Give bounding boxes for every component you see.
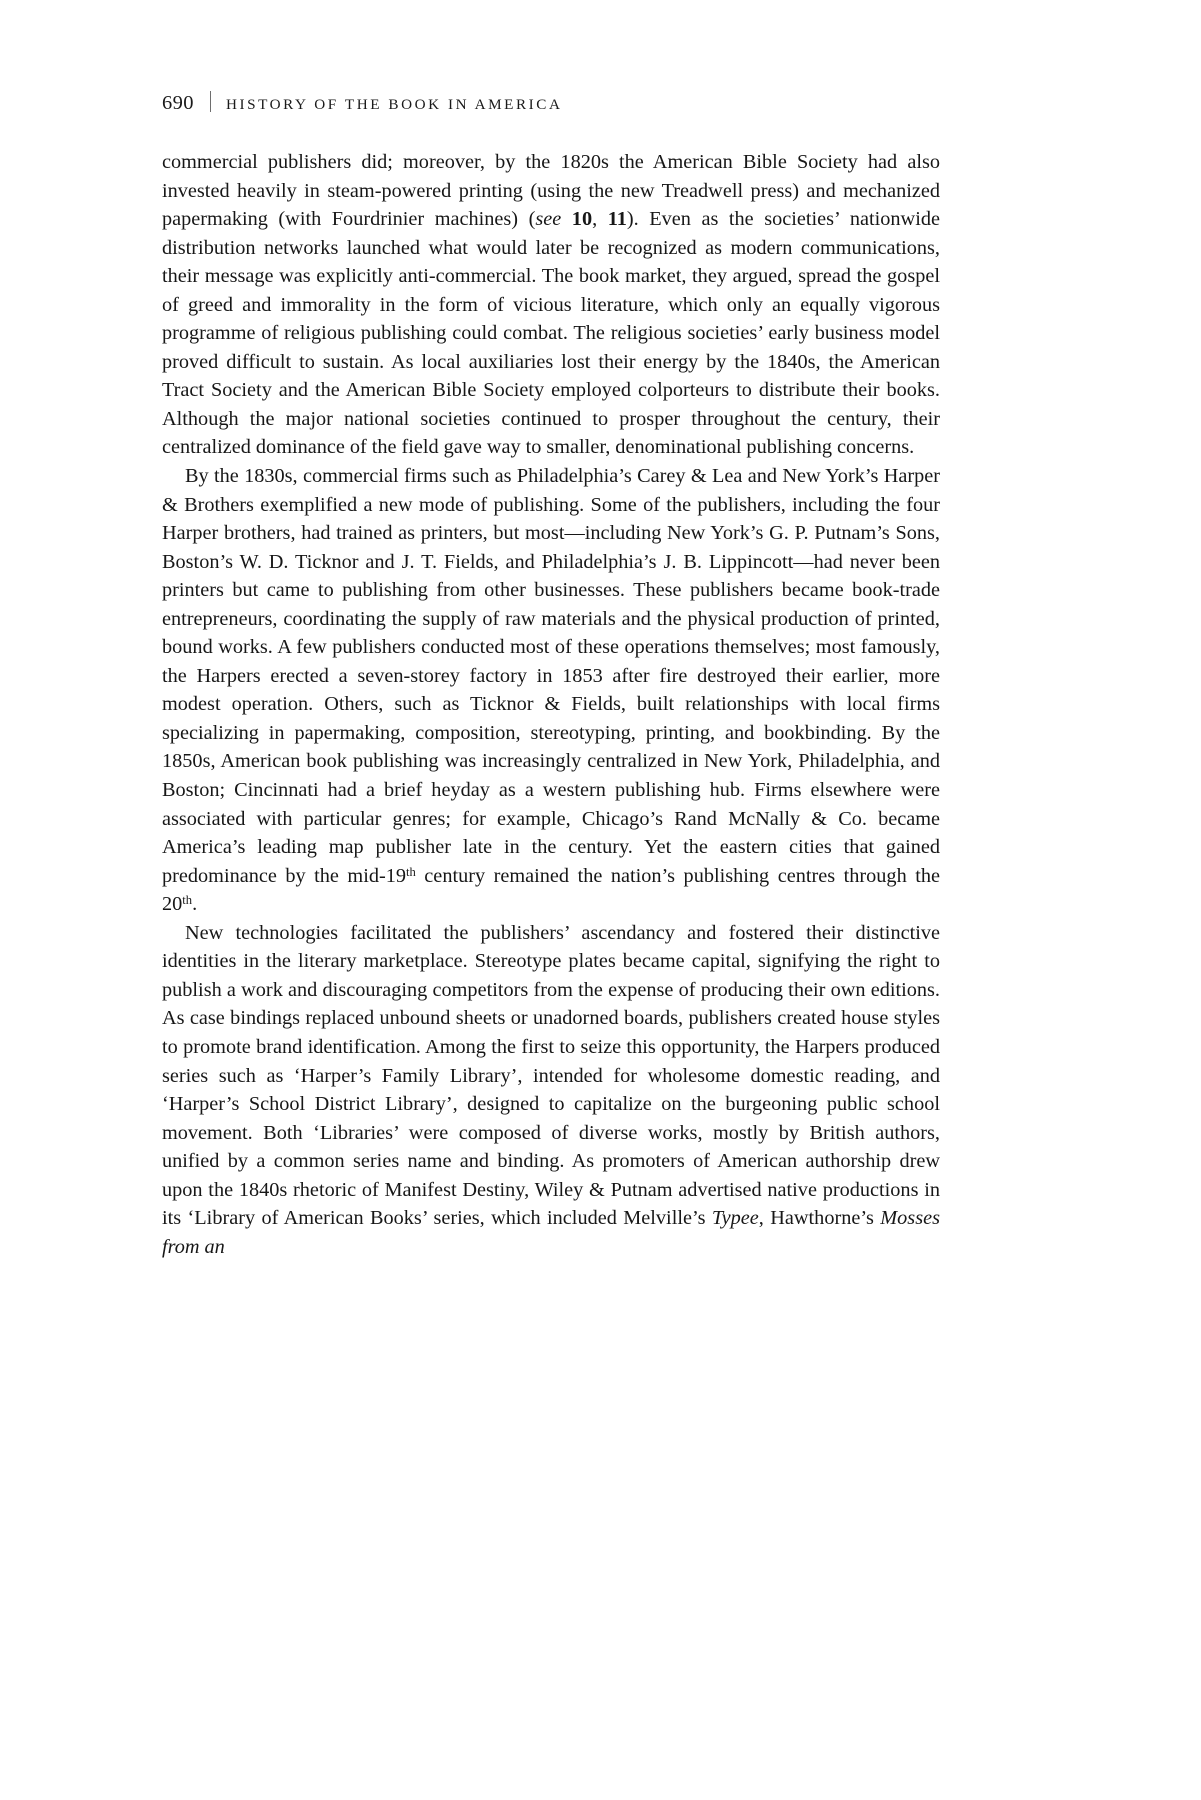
running-head [162,88,940,122]
italic-run: Mosses from an [162,1207,940,1258]
text-run: New technologies facilitated the publishers’ ascendancy and fostered their distinctive identities in the literary marketplace. Stereotype plates became capital, signifying the right to publish a work and discouraging competitors from the expense of producing their own editions. As case bindings replaced unbound sheets or unadorned boards, publishers created house styles to promote brand identification. Among the first to seize this opportunity, the Harpers produced series such as ‘Harper’s Family Library’, intended for wholesome domestic reading, and ‘Harper’s School District Library’, designed to capitalize on the burgeoning public school movement. Both ‘Libraries’ were composed of diverse works, mostly by British authors, unified by a common series name and binding. As promoters of American authorship drew upon the 1840s rhetoric of Manifest Destiny, Wiley & Putnam advertised native productions in its ‘Library of American Books’ series, which included Melville’s [162,921,940,1230]
text-run: . [192,893,198,916]
superscript-ordinal: th [406,864,416,879]
superscript-ordinal: th [182,893,193,908]
paragraph-new-technologies [162,919,940,1262]
bold-run: 10 [571,208,593,231]
text-run: commercial publishers did; moreover, by the 1820s the American Bible Society had also invested heavily in steam-powered printing (using the new Treadwell press) and mechanized papermaking (with Fourdrinier machines) ( [162,151,940,231]
bold-run: 11 [607,208,627,231]
italic-run: Typee [711,1207,759,1230]
text-run: By the 1830s, commercial firms such as Philadelphia’s Carey & Lea and New York’s Harper & Brothers exemplified a new mode of publishing. Some of the publishers, including the four Harper brothers, had trained as printers, but most—including New York’s G. P. Putnam’s Sons, Boston’s W. D. Ticknor and J. T. Fields, and Philadelphia’s J. B. Lippincott—had never been printers but came to publishing from other businesses. These publishers became book-trade entrepreneurs, coordinating the supply of raw materials and the physical production of printed, bound works. A few publishers conducted most of these operations themselves; most famously, the Harpers erected a seven-storey factory in 1853 after fire destroyed their earlier, more modest operation. Others, such as Ticknor & Fields, built relationships with local firms specializing in papermaking, composition, stereotyping, printing, and bookbinding. By the 1850s, American book publishing was increasingly centralized in New York, Philadelphia, and Boston; Cincinnati had a brief heyday as a western publishing hub. Firms elsewhere were associated with particular genres; for example, Chicago’s Rand McNally & Co. became America’s leading map publisher late in the century. Yet the eastern cities that gained predominance by the mid-19 [162,465,940,887]
page-folio-number: 690 [162,92,194,114]
paragraph-religious-societies [162,148,940,462]
italic-run: see [535,208,562,231]
text-run: ). Even as the societies’ nationwide distribution networks launched what would later be recognized as modern communications, their message was explicitly anti-commercial. The book market, they argued, spread the gospel of greed and immorality in the form of vicious literature, which only an equally vigorous programme of religious publishing could combat. The religious societies’ early business model proved difficult to sustain. As local auxiliaries lost their energy by the 1840s, the American Tract Society and the American Bible Society employed colporteurs to distribute their books. Although the major national societies continued to prosper throughout the century, their centralized dominance of the field gave way to smaller, denominational publishing concerns. [162,208,940,459]
running-head-title: HISTORY OF THE BOOK IN AMERICA [225,96,563,113]
paragraph-commercial-firms [162,462,940,919]
text-run: century remained the nation’s publishing centres through the 20 [162,864,940,916]
text-run: , Hawthorne’s [758,1207,881,1230]
running-head-divider-rule [210,91,211,112]
page-content [162,88,940,1261]
body-text [162,148,940,1261]
text-run [561,208,572,230]
text-run: , [592,208,608,231]
